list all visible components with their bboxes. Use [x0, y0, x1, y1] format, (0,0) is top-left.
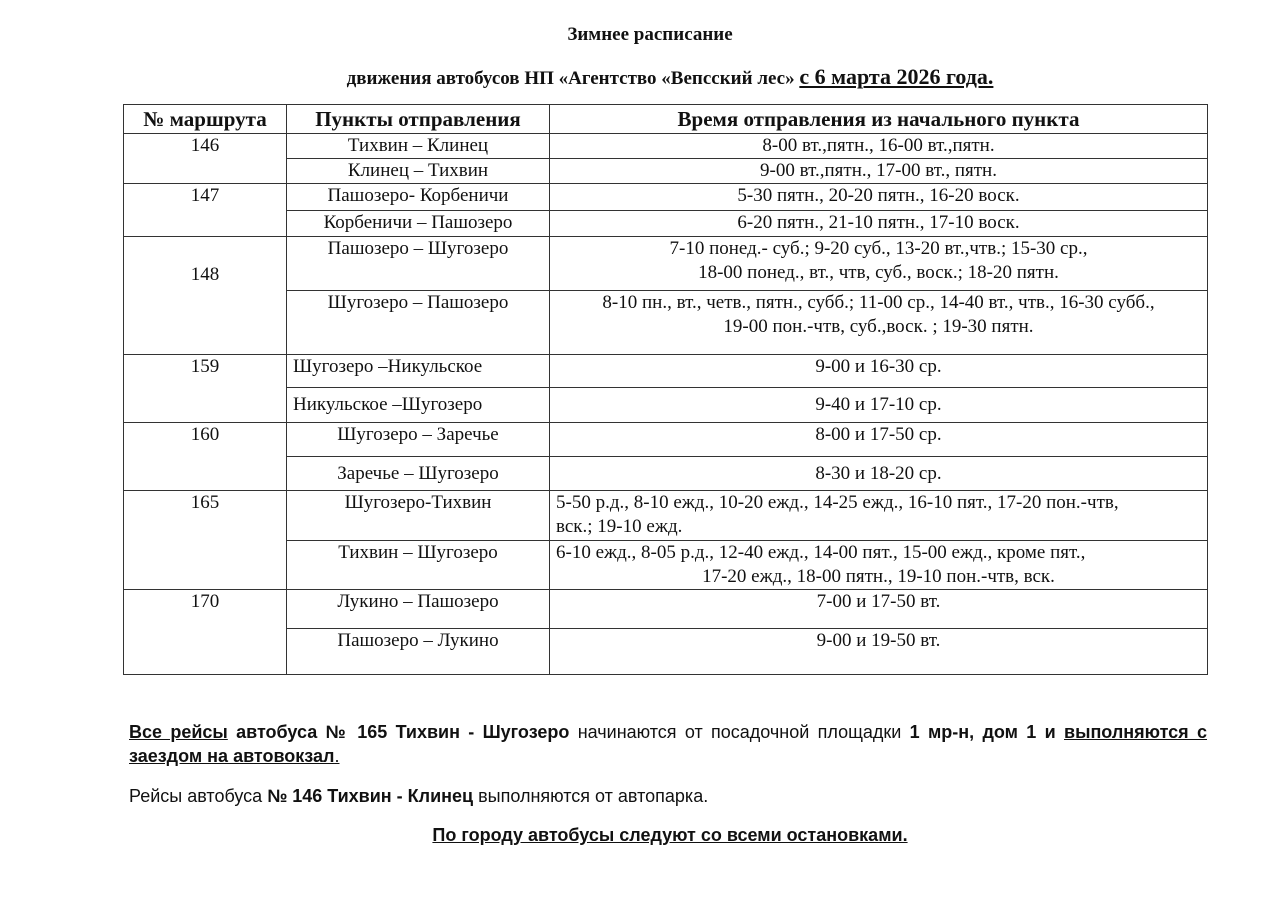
table-row	[124, 355, 1208, 388]
times-line: 18-00 понед., вт., чтв, суб., воск.; 18-20 пятн.	[698, 262, 1059, 283]
table-row	[124, 159, 1208, 184]
route-times: 6-20 пятн., 21-10 пятн., 17-10 воск.	[550, 211, 1208, 237]
route-times	[550, 291, 1208, 355]
table-header-row	[124, 105, 1208, 134]
route-stops: Шугозеро – Заречье	[287, 423, 550, 457]
route-stops: Тихвин – Клинец	[287, 134, 550, 159]
table-row	[124, 134, 1208, 159]
table-row	[124, 237, 1208, 291]
route-stops: Лукино – Пашозеро	[287, 590, 550, 629]
route-number: 165	[124, 491, 287, 590]
subtitle-date: с 6 марта 2026 года.	[799, 64, 994, 89]
route-stops: Пашозеро – Шугозеро	[287, 237, 550, 291]
route-stops: Пашозеро- Корбеничи	[287, 184, 550, 211]
note-route-165: Все рейсы автобуса № 165 Тихвин - Шугозеро начинаются от посадочной площадки 1 мр-н, дом 1 и выполняются с заездом на автовокзал.	[129, 722, 1208, 766]
times-line: 17-20 ежд., 18-00 пятн., 19-10 пон.-чтв, вск.	[702, 566, 1055, 587]
route-stops: Никульское –Шугозеро	[287, 388, 550, 423]
header-route: № маршрута	[124, 105, 287, 134]
schedule-table	[123, 104, 1208, 675]
times-line: 7-10 понед.- суб.; 9-20 суб., 13-20 вт.,чтв.; 15-30 ср.,	[669, 238, 1088, 259]
times-line: 6-10 ежд., 8-05 р.д., 12-40 ежд., 14-00 пят., 15-00 ежд., кроме пят.,	[556, 542, 1086, 563]
table-row	[124, 590, 1208, 629]
route-stops: Заречье – Шугозеро	[287, 457, 550, 491]
table-row	[124, 423, 1208, 457]
table-row	[124, 211, 1208, 237]
table-row	[124, 457, 1208, 491]
route-number: 147	[124, 184, 287, 237]
route-times	[550, 237, 1208, 291]
document-subtitle	[0, 64, 1280, 90]
route-stops: Клинец – Тихвин	[287, 159, 550, 184]
header-times: Время отправления из начального пункта	[550, 105, 1208, 134]
table-row	[124, 491, 1208, 541]
times-line: вск.; 19-10 ежд.	[556, 516, 683, 537]
route-stops: Корбеничи – Пашозеро	[287, 211, 550, 237]
route-times: 9-40 и 17-10 ср.	[550, 388, 1208, 423]
times-line: 8-10 пн., вт., четв., пятн., субб.; 11-00 ср., 14-40 вт., чтв., 16-30 субб.,	[602, 292, 1155, 313]
route-times: 8-00 вт.,пятн., 16-00 вт.,пятн.	[550, 134, 1208, 159]
route-times: 9-00 и 19-50 вт.	[550, 629, 1208, 675]
times-line: 5-50 р.д., 8-10 ежд., 10-20 ежд., 14-25 ежд., 16-10 пят., 17-20 пон.-чтв,	[556, 492, 1119, 513]
route-number: 148	[124, 237, 287, 355]
note-city-stops: По городу автобусы следуют со всеми остановками.	[432, 825, 908, 845]
note-route-146: Рейсы автобуса № 146 Тихвин - Клинец выполняются от автопарка.	[129, 786, 709, 806]
times-line: 19-00 пон.-чтв, суб.,воск. ; 19-30 пятн.	[723, 316, 1034, 337]
route-number: 146	[124, 134, 287, 184]
table-row	[124, 541, 1208, 590]
header-stops: Пункты отправления	[287, 105, 550, 134]
route-number: 170	[124, 590, 287, 675]
subtitle-agency: движения автобусов НП «Агентство «Вепсский лес»	[346, 68, 795, 89]
route-times: 9-00 и 16-30 ср.	[550, 355, 1208, 388]
route-stops: Шугозеро –Никульское	[287, 355, 550, 388]
route-times: 9-00 вт.,пятн., 17-00 вт., пятн.	[550, 159, 1208, 184]
table-row	[124, 388, 1208, 423]
route-stops: Шугозеро-Тихвин	[287, 491, 550, 541]
route-times: 8-30 и 18-20 ср.	[550, 457, 1208, 491]
route-times: 7-00 и 17-50 вт.	[550, 590, 1208, 629]
route-stops: Тихвин – Шугозеро	[287, 541, 550, 590]
route-stops: Шугозеро – Пашозеро	[287, 291, 550, 355]
route-times: 5-30 пятн., 20-20 пятн., 16-20 воск.	[550, 184, 1208, 211]
route-times	[550, 491, 1208, 541]
route-times: 8-00 и 17-50 ср.	[550, 423, 1208, 457]
route-number: 160	[124, 423, 287, 491]
document-title: Зимнее расписание	[567, 24, 733, 45]
route-number: 159	[124, 355, 287, 423]
route-stops: Пашозеро – Лукино	[287, 629, 550, 675]
table-row	[124, 629, 1208, 675]
route-times	[550, 541, 1208, 590]
table-row	[124, 184, 1208, 211]
table-row	[124, 291, 1208, 355]
